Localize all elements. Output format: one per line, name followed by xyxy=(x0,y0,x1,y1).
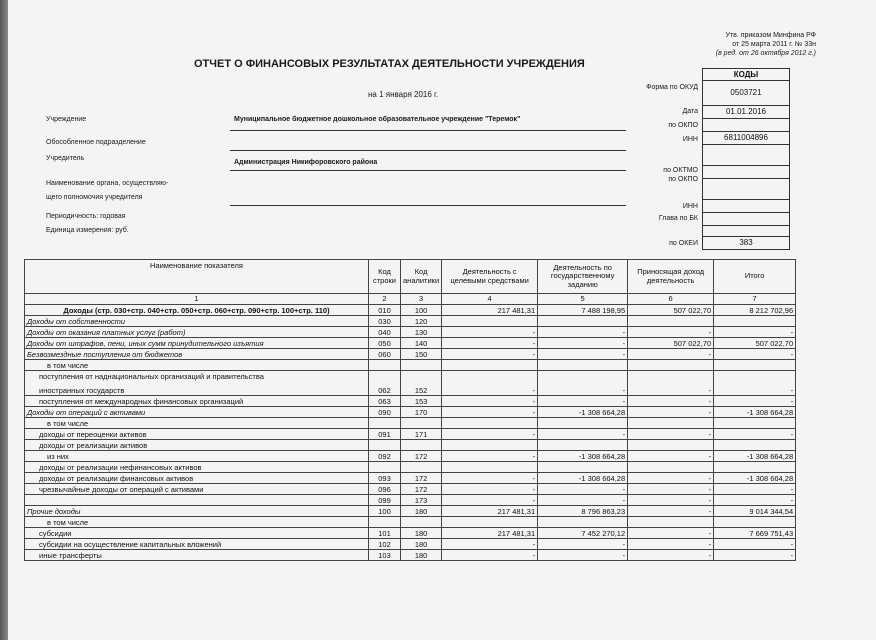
value-state-task xyxy=(538,418,628,429)
financial-results-table xyxy=(24,259,796,561)
label-date: Дата xyxy=(682,108,698,115)
table-row xyxy=(25,473,796,484)
value-state-task: - xyxy=(538,327,628,338)
table-row xyxy=(25,462,796,473)
col-number: 2 xyxy=(369,294,401,305)
row-code xyxy=(369,418,401,429)
row-name: Доходы от оказания платных услуг (работ) xyxy=(25,327,369,338)
founder-value: Администрация Никифоровского района xyxy=(234,159,378,166)
value-income: - xyxy=(628,506,714,517)
authority-label-1: Наименование органа, осуществляю- xyxy=(46,180,169,187)
value-total xyxy=(714,418,796,429)
row-name: субсидии на осуществление капитальных вложений xyxy=(25,539,369,550)
table-row xyxy=(25,539,796,550)
value-state-task: -1 308 664,28 xyxy=(538,451,628,462)
table-row xyxy=(25,305,796,316)
row-name-line-1: поступления от наднациональных организаций и правительства xyxy=(39,372,264,381)
header-state-task: Деятельность по государственному заданию xyxy=(538,260,628,294)
value-target: - xyxy=(442,338,538,349)
value-total: - xyxy=(714,429,796,440)
row-name: Доходы (стр. 030+стр. 040+стр. 050+стр. 060+стр. 090+стр. 100+стр. 110) xyxy=(25,305,369,316)
table-row xyxy=(25,506,796,517)
row-code: 030 xyxy=(369,316,401,327)
value-state-task: - xyxy=(538,495,628,506)
analytics-code: 152 xyxy=(401,371,442,396)
row-name xyxy=(25,495,369,506)
analytics-code xyxy=(401,418,442,429)
table-row xyxy=(25,316,796,327)
header-target: Деятельность с целевыми средствами xyxy=(442,260,538,294)
analytics-code: 170 xyxy=(401,407,442,418)
value-income: - xyxy=(628,371,714,396)
value-total xyxy=(714,360,796,371)
row-code: 010 xyxy=(369,305,401,316)
analytics-code: 180 xyxy=(401,506,442,517)
label-oktmo: по ОКТМО xyxy=(663,167,698,174)
header-income: Приносящая доход деятельность xyxy=(628,260,714,294)
table-row xyxy=(25,338,796,349)
value-total xyxy=(714,316,796,327)
value-total: - xyxy=(714,539,796,550)
value-state-task xyxy=(538,517,628,528)
row-code: 060 xyxy=(369,349,401,360)
header-total: Итого xyxy=(714,260,796,294)
value-income: 507 022,70 xyxy=(628,338,714,349)
row-code: 099 xyxy=(369,495,401,506)
row-name: Доходы от собственности xyxy=(25,316,369,327)
value-state-task: - xyxy=(538,349,628,360)
row-code: 040 xyxy=(369,327,401,338)
value-income: - xyxy=(628,429,714,440)
periodicity: Периодичность: годовая xyxy=(46,213,126,220)
value-income: - xyxy=(628,528,714,539)
value-target: - xyxy=(442,451,538,462)
value-target xyxy=(442,462,538,473)
table-row xyxy=(25,550,796,561)
col-number: 4 xyxy=(442,294,538,305)
codes-header: КОДЫ xyxy=(702,68,790,81)
value-total: -1 308 664,28 xyxy=(714,473,796,484)
row-code: 103 xyxy=(369,550,401,561)
col-number: 6 xyxy=(628,294,714,305)
analytics-code: 172 xyxy=(401,484,442,495)
value-income: - xyxy=(628,349,714,360)
table-row xyxy=(25,360,796,371)
row-code: 101 xyxy=(369,528,401,539)
value-target: - xyxy=(442,495,538,506)
code-okpo2 xyxy=(702,178,790,200)
report-date: на 1 января 2016 г. xyxy=(368,90,439,99)
value-state-task: -1 308 664,28 xyxy=(538,473,628,484)
value-target: - xyxy=(442,550,538,561)
table-row xyxy=(25,396,796,407)
value-total: - xyxy=(714,495,796,506)
row-code: 100 xyxy=(369,506,401,517)
analytics-code: 140 xyxy=(401,338,442,349)
row-name: в том числе xyxy=(25,418,369,429)
value-state-task xyxy=(538,360,628,371)
analytics-code: 130 xyxy=(401,327,442,338)
table-row xyxy=(25,495,796,506)
value-total xyxy=(714,517,796,528)
value-state-task: - xyxy=(538,429,628,440)
value-income: - xyxy=(628,473,714,484)
value-total: - xyxy=(714,550,796,561)
analytics-code: 171 xyxy=(401,429,442,440)
col-number: 5 xyxy=(538,294,628,305)
founder-underline xyxy=(230,170,626,171)
document-sheet xyxy=(8,0,876,640)
row-code: 096 xyxy=(369,484,401,495)
value-state-task xyxy=(538,462,628,473)
row-code: 062 xyxy=(369,371,401,396)
row-code: 092 xyxy=(369,451,401,462)
value-income xyxy=(628,462,714,473)
col-number: 3 xyxy=(401,294,442,305)
label-bk: Глава по БК xyxy=(658,215,698,222)
value-target: - xyxy=(442,473,538,484)
value-state-task: - xyxy=(538,338,628,349)
value-target xyxy=(442,316,538,327)
label-inn2: ИНН xyxy=(682,203,698,210)
col-number: 7 xyxy=(714,294,796,305)
analytics-code xyxy=(401,462,442,473)
value-state-task: -1 308 664,28 xyxy=(538,407,628,418)
value-income: - xyxy=(628,396,714,407)
row-name: в том числе xyxy=(25,360,369,371)
unit: Единица измерения: руб. xyxy=(46,227,129,234)
row-code xyxy=(369,462,401,473)
value-target xyxy=(442,360,538,371)
row-name: чрезвычайные доходы от операций с активами xyxy=(25,484,369,495)
value-state-task: - xyxy=(538,539,628,550)
code-blank-1 xyxy=(702,144,790,166)
value-state-task xyxy=(538,440,628,451)
table-row xyxy=(25,517,796,528)
row-code: 091 xyxy=(369,429,401,440)
table-row xyxy=(25,418,796,429)
value-income xyxy=(628,418,714,429)
table-row xyxy=(25,429,796,440)
value-target: 217 481,31 xyxy=(442,528,538,539)
value-total: - xyxy=(714,327,796,338)
value-total: - xyxy=(714,349,796,360)
row-code xyxy=(369,360,401,371)
analytics-code: 150 xyxy=(401,349,442,360)
value-target: - xyxy=(442,539,538,550)
value-state-task: - xyxy=(538,550,628,561)
row-name: доходы от реализации нефинансовых активов xyxy=(25,462,369,473)
analytics-code xyxy=(401,517,442,528)
division-underline xyxy=(230,150,626,151)
value-income: - xyxy=(628,484,714,495)
value-state-task: 8 796 863,23 xyxy=(538,506,628,517)
label-okei: по ОКЕИ xyxy=(669,240,698,247)
division-label: Обособленное подразделение xyxy=(46,139,146,146)
label-okud: Форма по ОКУД xyxy=(646,84,698,91)
label-inn: ИНН xyxy=(682,136,698,143)
row-name: доходы от реализации активов xyxy=(25,440,369,451)
analytics-code: 172 xyxy=(401,451,442,462)
row-code: 090 xyxy=(369,407,401,418)
value-target: - xyxy=(442,396,538,407)
row-code: 102 xyxy=(369,539,401,550)
value-total: -1 308 664,28 xyxy=(714,407,796,418)
row-code: 093 xyxy=(369,473,401,484)
analytics-code: 180 xyxy=(401,539,442,550)
table-row xyxy=(25,371,796,396)
analytics-code: 180 xyxy=(401,550,442,561)
value-state-task: 7 452 270,12 xyxy=(538,528,628,539)
analytics-code: 120 xyxy=(401,316,442,327)
row-code xyxy=(369,517,401,528)
label-okpo: по ОКПО xyxy=(668,122,698,129)
row-name: Доходы от операций с активами xyxy=(25,407,369,418)
value-state-task xyxy=(538,316,628,327)
code-bk xyxy=(702,212,790,226)
value-income: - xyxy=(628,327,714,338)
value-target: - xyxy=(442,407,538,418)
institution-underline xyxy=(230,130,626,131)
value-state-task: 7 488 198,95 xyxy=(538,305,628,316)
value-target: - xyxy=(442,327,538,338)
row-name: доходы от переоценки активов xyxy=(25,429,369,440)
analytics-code: 180 xyxy=(401,528,442,539)
value-target: 217 481,31 xyxy=(442,506,538,517)
institution-value: Муниципальное бюджетное дошкольное образовательное учреждение "Теремок" xyxy=(234,116,521,123)
value-income xyxy=(628,360,714,371)
value-total: 8 212 702,96 xyxy=(714,305,796,316)
row-name: Доходы от штрафов, пени, иных сумм принудительного изъятия xyxy=(25,338,369,349)
value-target: 217 481,31 xyxy=(442,305,538,316)
code-okpo xyxy=(702,118,790,132)
value-target: - xyxy=(442,349,538,360)
table-row xyxy=(25,484,796,495)
row-code: 050 xyxy=(369,338,401,349)
row-name: из них xyxy=(25,451,369,462)
analytics-code: 173 xyxy=(401,495,442,506)
value-target: - xyxy=(442,484,538,495)
analytics-code: 153 xyxy=(401,396,442,407)
value-income: - xyxy=(628,451,714,462)
code-okei: 383 xyxy=(702,236,790,250)
table-row xyxy=(25,528,796,539)
value-state-task: - xyxy=(538,371,628,396)
value-income: - xyxy=(628,539,714,550)
value-target: - xyxy=(442,371,538,396)
value-total xyxy=(714,440,796,451)
value-income: - xyxy=(628,550,714,561)
code-oktmo xyxy=(702,165,790,179)
row-name: доходы от реализации финансовых активов xyxy=(25,473,369,484)
value-income: 507 022,70 xyxy=(628,305,714,316)
value-total: - xyxy=(714,396,796,407)
analytics-code: 100 xyxy=(401,305,442,316)
row-code xyxy=(369,440,401,451)
value-state-task: - xyxy=(538,396,628,407)
code-inn: 6811004896 xyxy=(702,131,790,145)
value-state-task: - xyxy=(538,484,628,495)
table-row xyxy=(25,349,796,360)
authority-underline xyxy=(230,205,626,206)
authority-label-2: щего полномочия учредителя xyxy=(46,194,143,201)
analytics-code xyxy=(401,440,442,451)
value-income: - xyxy=(628,495,714,506)
analytics-code xyxy=(401,360,442,371)
value-target xyxy=(442,517,538,528)
row-name: в том числе xyxy=(25,517,369,528)
row-name xyxy=(25,371,369,396)
value-target: - xyxy=(442,429,538,440)
code-okud: 0503721 xyxy=(702,80,790,106)
scan-edge xyxy=(0,0,8,640)
value-total: -1 308 664,28 xyxy=(714,451,796,462)
value-income xyxy=(628,517,714,528)
value-total: - xyxy=(714,484,796,495)
value-income xyxy=(628,440,714,451)
header-name: Наименование показателя xyxy=(25,260,369,294)
value-total: 507 022,70 xyxy=(714,338,796,349)
row-name: Безвозмездные поступления от бюджетов xyxy=(25,349,369,360)
row-name: субсидии xyxy=(25,528,369,539)
value-total xyxy=(714,462,796,473)
value-total: - xyxy=(714,371,796,396)
value-total: 7 669 751,43 xyxy=(714,528,796,539)
report-title: ОТЧЕТ О ФИНАНСОВЫХ РЕЗУЛЬТАТАХ ДЕЯТЕЛЬНОСТИ УЧРЕЖДЕНИЯ xyxy=(194,58,585,70)
value-income: - xyxy=(628,407,714,418)
value-total: 9 014 344,54 xyxy=(714,506,796,517)
institution-label: Учреждение xyxy=(46,116,87,123)
code-date: 01.01.2016 xyxy=(702,105,790,119)
approval-line-1: Утв. приказом Минфина РФ xyxy=(725,32,816,39)
approval-line-2: от 25 марта 2011 г. № 33н xyxy=(732,41,816,48)
value-target xyxy=(442,418,538,429)
value-income xyxy=(628,316,714,327)
table-row xyxy=(25,451,796,462)
row-name: поступления от международных финансовых организаций xyxy=(25,396,369,407)
value-target xyxy=(442,440,538,451)
approval-line-3: (в ред. от 26 октября 2012 г.) xyxy=(715,50,816,57)
analytics-code: 172 xyxy=(401,473,442,484)
row-code: 063 xyxy=(369,396,401,407)
row-name: Прочие доходы xyxy=(25,506,369,517)
founder-label: Учредитель xyxy=(46,155,85,162)
row-name-line-2: иностранных государств xyxy=(39,386,125,395)
table-row xyxy=(25,407,796,418)
label-okpo2: по ОКПО xyxy=(668,176,698,183)
header-analytics-code: Код аналитики xyxy=(401,260,442,294)
row-name: иные трансферты xyxy=(25,550,369,561)
col-number: 1 xyxy=(25,294,369,305)
table-row xyxy=(25,327,796,338)
table-row xyxy=(25,440,796,451)
header-row-code: Код строки xyxy=(369,260,401,294)
code-inn2 xyxy=(702,199,790,213)
